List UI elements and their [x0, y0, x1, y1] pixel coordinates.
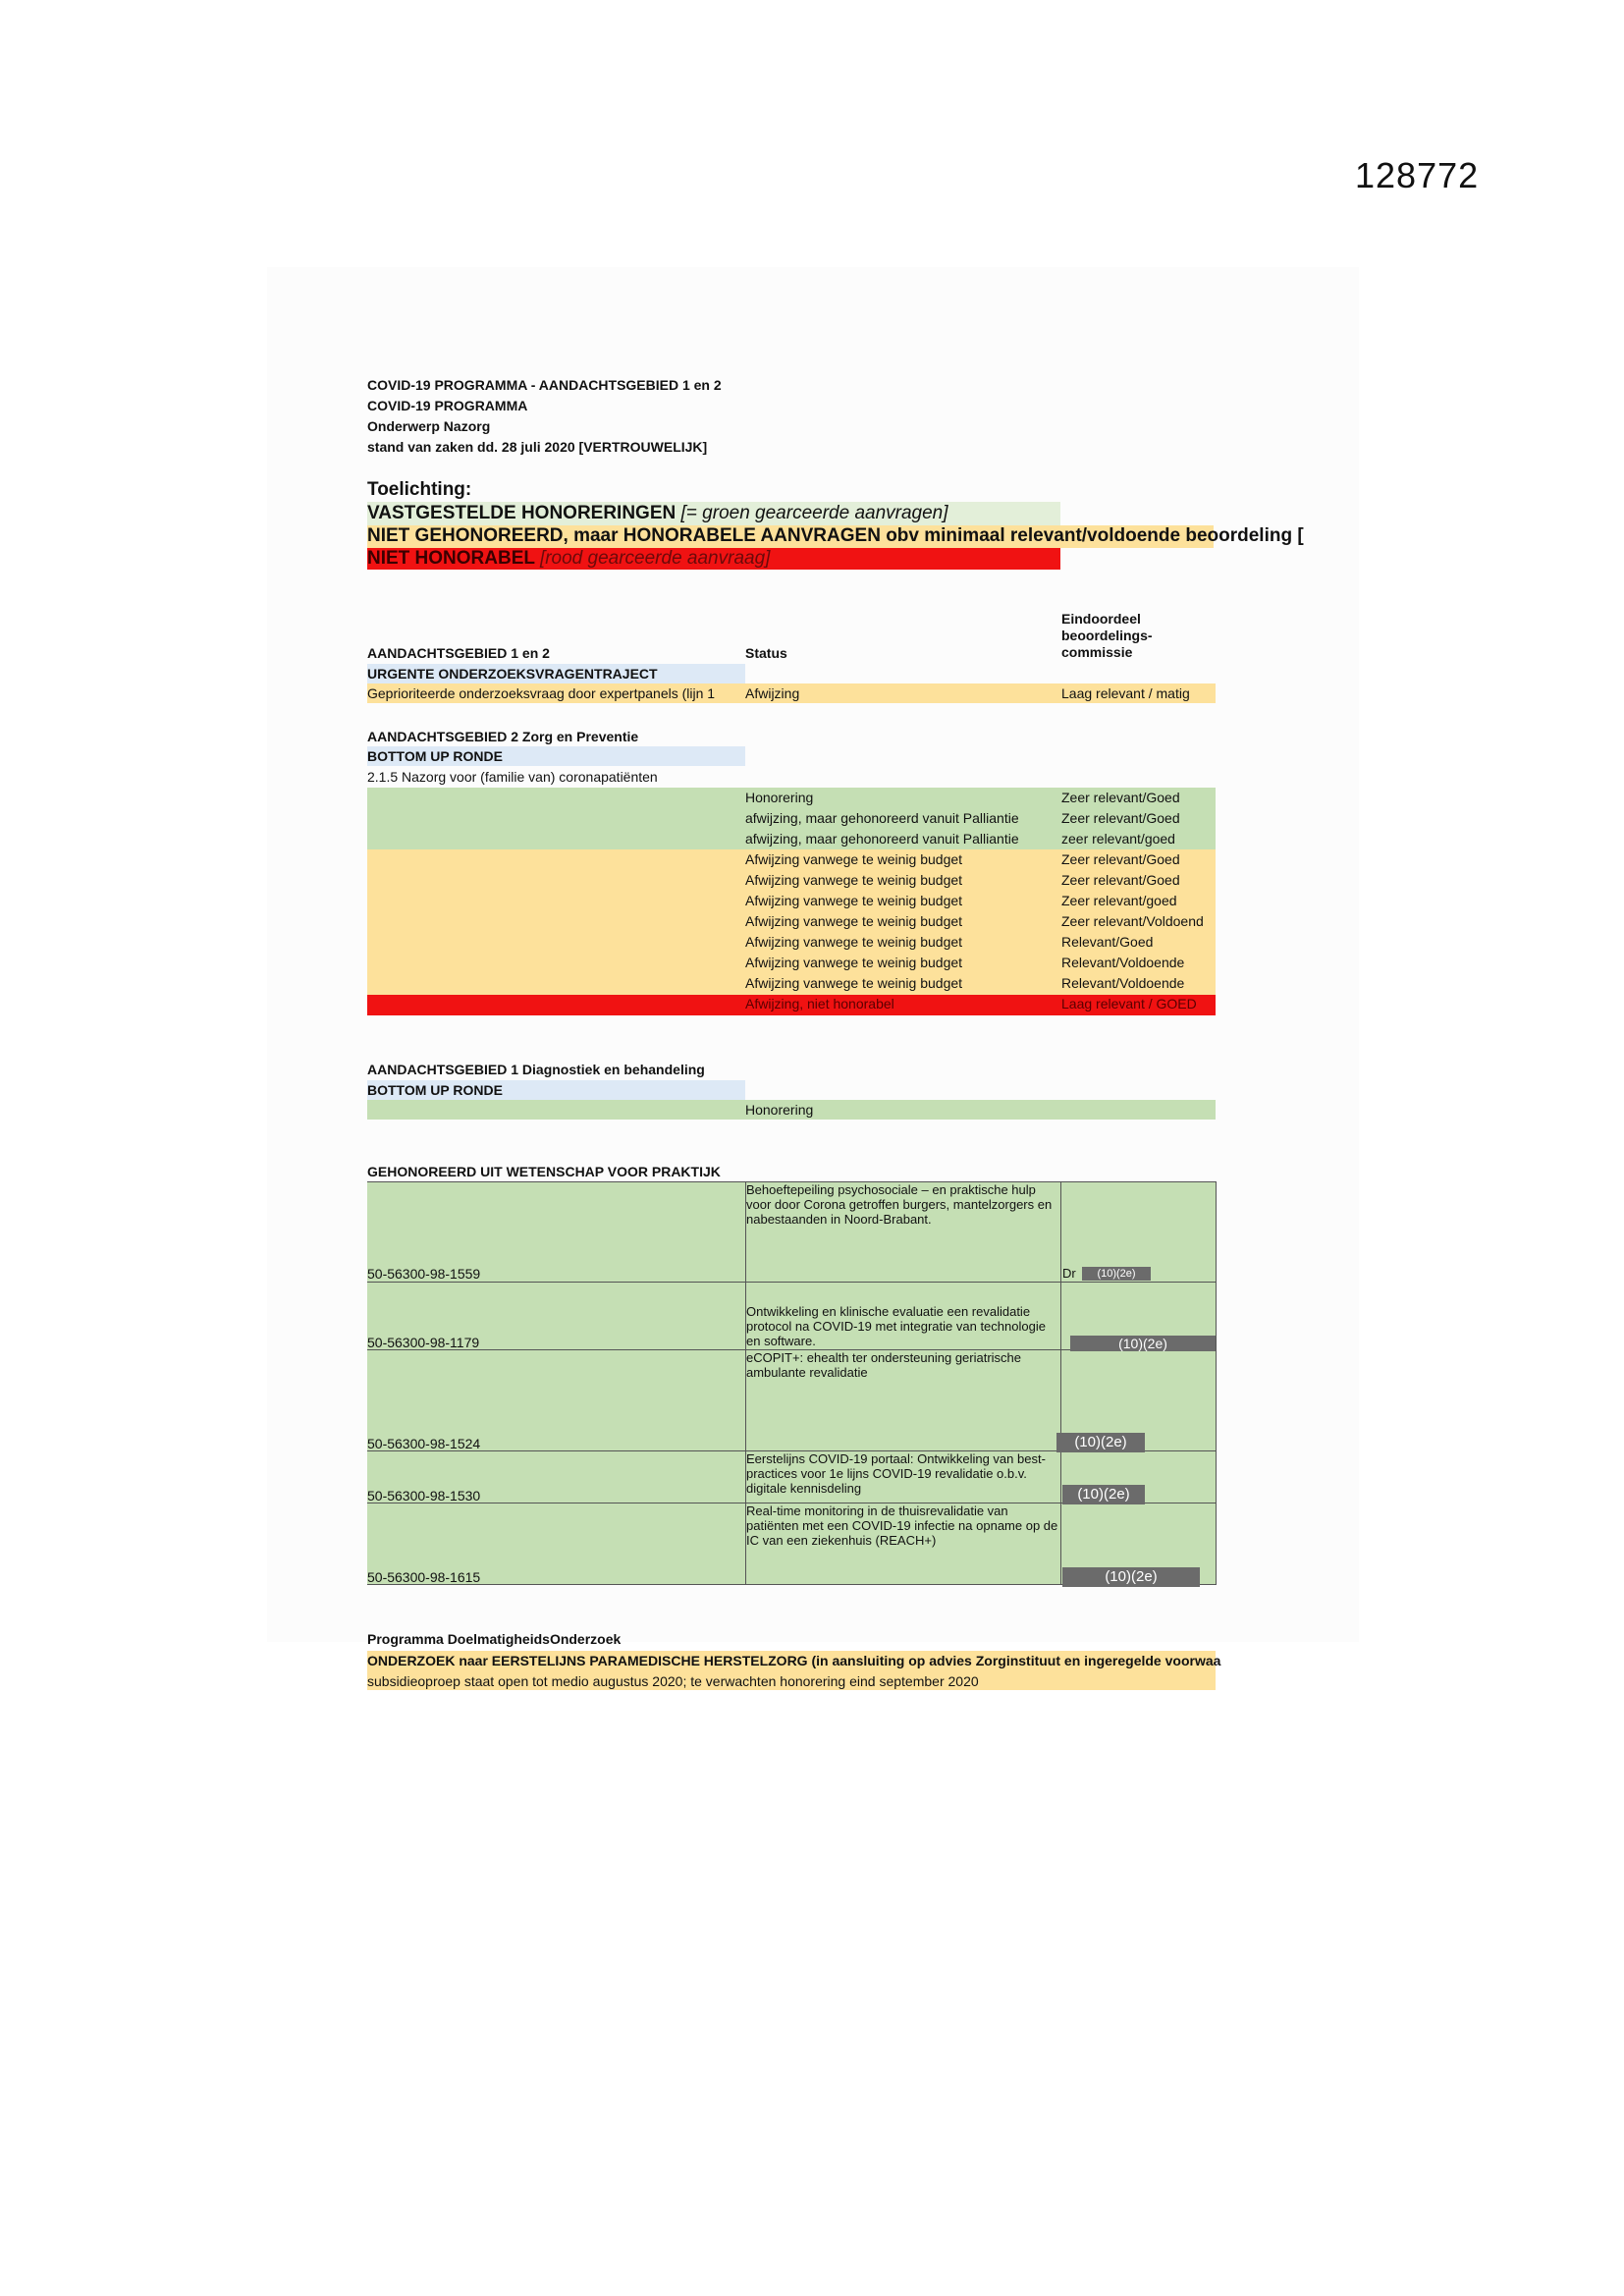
section4-title: GEHONOREERD UIT WETENSCHAP VOOR PRAKTIJK	[367, 1164, 721, 1179]
section2-row-status: Afwijzing vanwege te weinig budget	[745, 934, 963, 950]
section2-row-oordeel: Zeer relevant/goed	[1061, 893, 1177, 908]
redaction-box: (10)(2e)	[1070, 1336, 1216, 1351]
legend-yellow: NIET GEHONOREERD, maar HONORABELE AANVRAGEN obv minimaal relevant/voldoende beoordeling [	[367, 525, 1304, 546]
section2-row-oordeel: Relevant/Voldoende	[1061, 975, 1185, 991]
section3-row-status: Honorering	[745, 1102, 814, 1118]
legend-green: VASTGESTELDE HONORERINGEN [= groen gearceerde aanvragen]	[367, 503, 948, 523]
section2-row-oordeel: Zeer relevant/Goed	[1061, 810, 1180, 826]
section2-row-oordeel: Relevant/Voldoende	[1061, 955, 1185, 970]
document-number: 128772	[1355, 155, 1480, 195]
header-line-3: Onderwerp Nazorg	[367, 418, 491, 434]
section4-row-description: eCOPIT+: ehealth ter ondersteuning geriatrische ambulante revalidatie	[746, 1350, 1022, 1380]
section3-title: AANDACHTSGEBIED 1 Diagnostiek en behandeling	[367, 1062, 705, 1077]
legend-red: NIET HONORABEL [rood gearceerde aanvraag]	[367, 548, 771, 569]
redaction-box: (10)(2e)	[1056, 1433, 1145, 1452]
section1-row-oordeel: Laag relevant / matig	[1061, 685, 1190, 701]
header-line-4: stand van zaken dd. 28 juli 2020 [VERTROUWELIJK]	[367, 439, 708, 455]
section2-row-oordeel: Zeer relevant/Voldoend	[1061, 913, 1204, 929]
section2-row-oordeel: Relevant/Goed	[1061, 934, 1154, 950]
section4-row-prefix: Dr	[1062, 1266, 1076, 1281]
redaction-box: (10)(2e)	[1082, 1267, 1151, 1281]
section2-sub: BOTTOM UP RONDE	[367, 748, 503, 764]
legend-title: Toelichting:	[367, 479, 472, 500]
table-head-col3-l2: beoordelings-	[1061, 628, 1153, 643]
table-head-col3-l1: Eindoordeel	[1061, 611, 1141, 627]
section2-row-status: Afwijzing vanwege te weinig budget	[745, 975, 963, 991]
section2-row-oordeel: Zeer relevant/Goed	[1061, 790, 1180, 805]
section5-title: Programma DoelmatigheidsOnderzoek	[367, 1631, 622, 1647]
section2-topic: 2.1.5 Nazorg voor (familie van) coronapatiënten	[367, 769, 658, 785]
section2-row-oordeel: zeer relevant/goed	[1061, 831, 1175, 847]
table-head-col1: AANDACHTSGEBIED 1 en 2	[367, 645, 550, 661]
header-line-2: COVID-19 PROGRAMMA	[367, 398, 528, 413]
section4-row-description: Real-time monitoring in de thuisrevalidatie van patiënten met een COVID-19 infectie na opname op de IC van een ziekenhuis (REACH+)	[746, 1503, 1058, 1548]
section2-row-status: Afwijzing vanwege te weinig budget	[745, 851, 963, 867]
section2-row-status: Honorering	[745, 790, 814, 805]
section4-row-id: 50-56300-98-1615	[367, 1569, 481, 1585]
section2-row-status: afwijzing, maar gehonoreerd vanuit Palliantie	[745, 810, 1019, 826]
section5-line2: subsidieoproep staat open tot medio augustus 2020; te verwachten honorering eind september 2020	[367, 1673, 979, 1689]
section4-row-divider	[367, 1282, 1217, 1283]
table-head-col2: Status	[745, 645, 787, 661]
section2-row-oordeel: Zeer relevant/Goed	[1061, 872, 1180, 888]
table-head-col3-l3: commissie	[1061, 644, 1133, 660]
section1-sub: URGENTE ONDERZOEKSVRAGENTRAJECT	[367, 666, 658, 682]
section4-row-id: 50-56300-98-1530	[367, 1488, 481, 1503]
section4-row-description: Behoeftepeiling psychosociale – en praktische hulp voor door Corona getroffen burgers, mantelzorgers en nabestaanden in Noord-Brabant.	[746, 1182, 1053, 1227]
section4-row-description: Eerstelijns COVID-19 portaal: Ontwikkeling van best-practices voor 1e lijns COVID-19 revalidatie o.b.v. digitale kennisdeling	[746, 1451, 1046, 1496]
redaction-box: (10)(2e)	[1062, 1567, 1200, 1587]
section2-row-status: Afwijzing, niet honorabel	[745, 996, 894, 1011]
section2-row-status: Afwijzing vanwege te weinig budget	[745, 955, 963, 970]
section4-row-id: 50-56300-98-1524	[367, 1436, 481, 1451]
section4-row-id: 50-56300-98-1179	[367, 1335, 480, 1350]
section4-row-description: Ontwikkeling en klinische evaluatie een revalidatie protocol na COVID-19 met integratie van technologie en software.	[746, 1304, 1046, 1348]
redaction-box: (10)(2e)	[1062, 1485, 1145, 1504]
section2-row-oordeel: Laag relevant / GOED	[1061, 996, 1197, 1011]
section2-title: AANDACHTSGEBIED 2 Zorg en Preventie	[367, 729, 639, 744]
section2-row-status: Afwijzing vanwege te weinig budget	[745, 872, 963, 888]
header-line-1: COVID-19 PROGRAMMA - AANDACHTSGEBIED 1 en 2	[367, 377, 722, 393]
section2-row-oordeel: Zeer relevant/Goed	[1061, 851, 1180, 867]
section1-row-text: Geprioriteerde onderzoeksvraag door expertpanels (lijn 1	[367, 685, 716, 701]
section4-col-divider-2	[1060, 1181, 1061, 1585]
section5-line1: ONDERZOEK naar EERSTELIJNS PARAMEDISCHE HERSTELZORG (in aansluiting op advies Zorginstituut en ingeregelde voorwaa	[367, 1653, 1221, 1668]
section2-row-status: afwijzing, maar gehonoreerd vanuit Palliantie	[745, 831, 1019, 847]
section4-row-id: 50-56300-98-1559	[367, 1266, 481, 1282]
section3-sub: BOTTOM UP RONDE	[367, 1082, 503, 1098]
section2-row-status: Afwijzing vanwege te weinig budget	[745, 913, 963, 929]
section1-row-status: Afwijzing	[745, 685, 800, 701]
section2-row-status: Afwijzing vanwege te weinig budget	[745, 893, 963, 908]
